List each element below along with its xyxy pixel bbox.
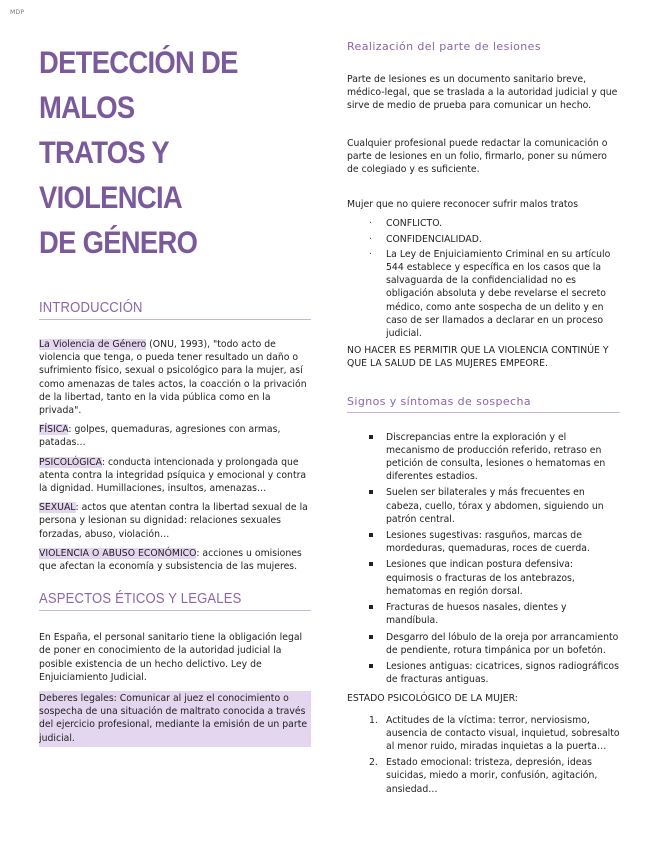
intro-paragraph: La Violencia de Género (ONU, 1993), "todo acto de violencia que tenga, o pueda tener resultado un daño o sufrimiento físico, sexual o psicológico para la mujer, así como amenazas de tales actos, la coacción o la privación de la libertad, tanto en la vida pública como en la privada". — [39, 339, 307, 417]
right-column — [347, 40, 620, 799]
parte-paragraph-2: Cualquier profesional puede redactar la comunicación o parte de lesiones en un folio, firmarlo, poner su número de colegiado y es suficiente. — [347, 137, 608, 176]
economica-paragraph: VIOLENCIA O ABUSO ECONÓMICO: acciones u omisiones que afectan la economía y subsistencia de las mujeres. — [39, 547, 302, 573]
signos-list — [347, 431, 620, 687]
list-item: Discrepancias entre la exploración y el mecanismo de producción referido, retraso en petición de consulta, lesiones o hematomas en diferentes estadios. — [369, 431, 620, 484]
signos-heading: Signos y síntomas de sospecha — [347, 395, 620, 413]
sexual-paragraph: SEXUAL: actos que atentan contra la libertad sexual de la persona y lesionan su dignidad: relaciones sexuales forzadas, abuso, violación… — [39, 502, 308, 540]
list-item: 2. Estado emocional: tristeza, depresión, ideas suicidas, miedo a morir, confusión, agitación, ansiedad… — [369, 757, 598, 795]
title-line-2: TRATOS Y VIOLENCIA — [39, 134, 182, 215]
list-item: · CONFLICTO. — [369, 217, 620, 230]
psicologica-term: PSICOLÓGICA — [39, 456, 102, 468]
page-title — [39, 40, 317, 265]
list-item: Lesiones sugestivas: rasguños, marcas de mordeduras, quemaduras, roces de cuerda. — [369, 529, 620, 555]
list-item: · CONFIDENCIALIDAD. — [369, 233, 620, 246]
title-line-3: DE GÉNERO — [39, 224, 198, 260]
list-item: · La Ley de Enjuiciamiento Criminal en su artículo 544 establece y específica en los casos que la salvaguarda de la confidencialidad no es obligación absoluta y debe revelarse el secreto médico, como ante sospecha de un delito y en caso de ser llamados a declarar en un proceso judicial. — [369, 248, 620, 340]
estado-heading: ESTADO PSICOLÓGICO DE LA MUJER: — [347, 693, 518, 705]
economica-term: VIOLENCIA O ABUSO ECONÓMICO — [39, 547, 197, 559]
list-item: Suelen ser bilaterales y más frecuentes en cabeza, cuello, tórax y abdomen, siguiendo un patrón central. — [369, 486, 620, 526]
parte-paragraph-1: Parte de lesiones es un documento sanitario breve, médico-legal, que se traslada a la autoridad judicial y que sirve de medio de prueba para comunicar un hecho. — [347, 74, 618, 112]
list-item: 1. Actitudes de la víctima: terror, nerviosismo, ausencia de contacto visual, inquietud, sobresalto al menor ruido, miradas inquietas a la puerta… — [369, 714, 620, 752]
fisica-paragraph: FÍSICA: golpes, quemaduras, agresiones con armas, patadas… — [39, 424, 281, 449]
list-item: Lesiones que indican postura defensiva: equimosis o fracturas de los antebrazos, hematomas en región dorsal. — [369, 558, 620, 598]
intro-highlight: La Violencia de Género — [39, 339, 147, 350]
corner-label: MDP — [10, 9, 25, 16]
left-column — [39, 40, 311, 747]
list-item: Desgarro del lóbulo de la oreja por arrancamiento de pendiente, rotura timpánica por un bofetón. — [369, 631, 620, 657]
intro-heading: INTRODUCCIÓN — [39, 300, 311, 320]
title-line-1: DETECCIÓN DE MALOS — [39, 44, 238, 125]
parte-heading: Realización del parte de lesiones — [347, 40, 541, 53]
fisica-term: FÍSICA — [39, 424, 69, 436]
psicologica-paragraph: PSICOLÓGICA: conducta intencionada y prolongada que atenta contra la integridad psíquica y emocional y contra la dignidad. Humillaciones, insultos, amenazas… — [39, 456, 307, 495]
list-item: Fracturas de huesos nasales, dientes y mandíbula. — [369, 601, 620, 627]
etica-heading: ASPECTOS ÉTICOS Y LEGALES — [39, 591, 311, 611]
deberes-legales-box: Deberes legales: Comunicar al juez el conocimiento o sospecha de una situación de maltrato conocida a través del ejercicio profesional, mediante la emisión de un parte judicial. — [39, 691, 311, 747]
list-item: Lesiones antiguas: cicatrices, signos radiográficos de fracturas antiguas. — [369, 660, 620, 686]
parte-list — [347, 217, 620, 340]
caps-warning: NO HACER ES PERMITIR QUE LA VIOLENCIA CONTINÚE Y QUE LA SALUD DE LAS MUJERES EMPEORE. — [347, 345, 609, 370]
parte-paragraph-3: Mujer que no quiere reconocer sufrir malos tratos — [347, 199, 579, 211]
etica-paragraph: En España, el personal sanitario tiene la obligación legal de poner en conocimiento de la autoridad judicial la posible existencia de un hecho delictivo. Ley de Enjuiciamiento Judicial. — [39, 632, 303, 683]
estado-list — [347, 714, 620, 796]
sexual-term: SEXUAL — [39, 502, 76, 514]
